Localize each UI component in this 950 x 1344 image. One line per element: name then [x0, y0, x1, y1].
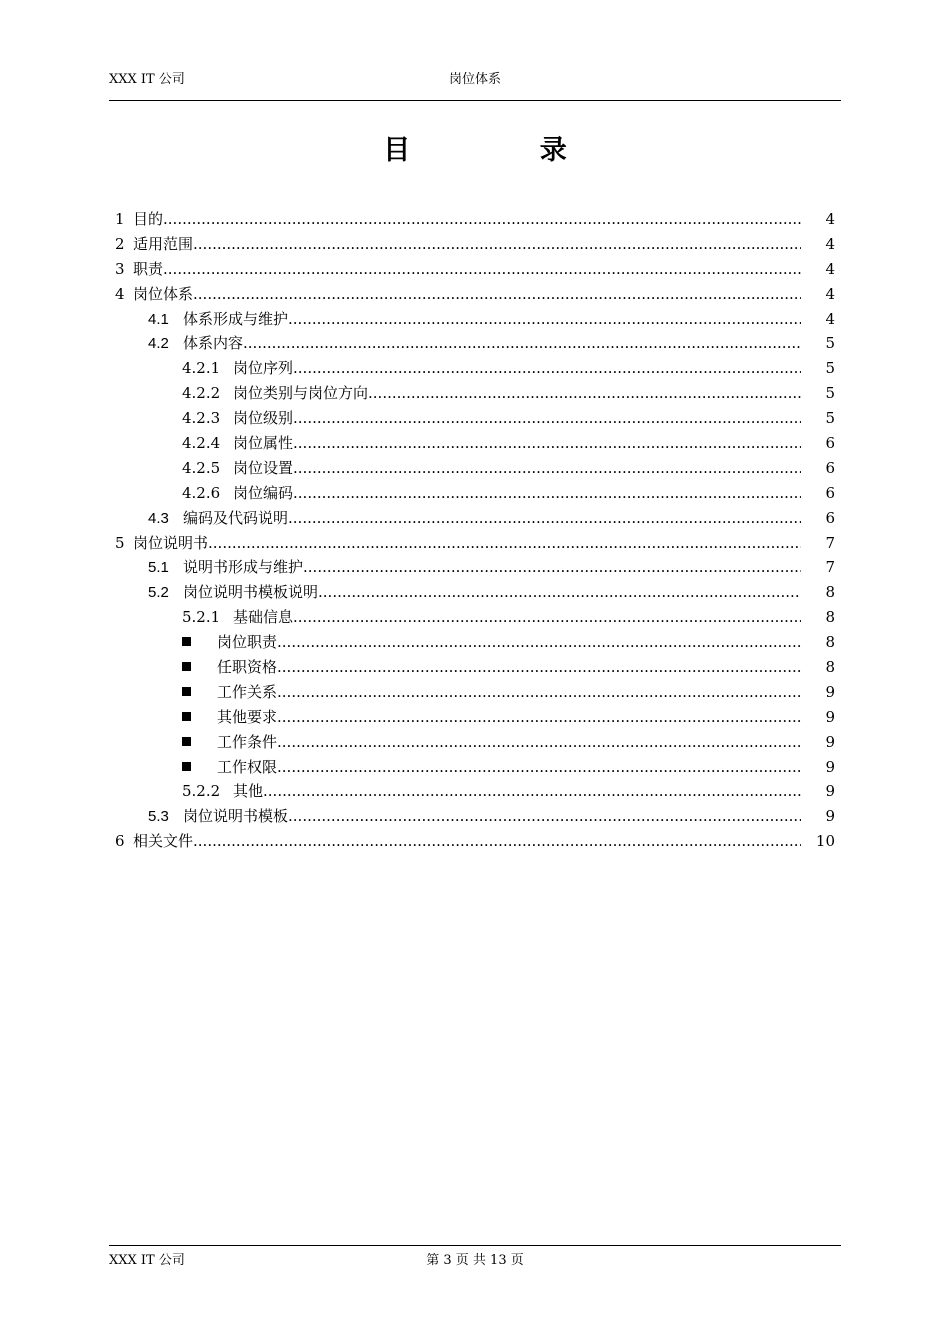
square-bullet-icon	[182, 737, 191, 746]
toc-entry-text	[115, 282, 801, 307]
toc-entry-text	[182, 406, 801, 431]
toc-entry-page: 6	[825, 483, 835, 502]
header-company: XXX IT 公司	[109, 72, 185, 87]
toc-entry[interactable]	[109, 779, 841, 804]
toc-entry-label: 体系形成与维护	[183, 309, 289, 328]
toc-entry-label: 工作权限	[217, 757, 278, 776]
toc-entry-number: 3	[115, 259, 125, 278]
toc-entry[interactable]	[109, 307, 841, 332]
toc-entry-page: 4	[825, 309, 835, 328]
toc-dot-leader	[293, 456, 801, 481]
toc-entry-number: 4.2.4	[182, 434, 221, 453]
toc-dot-leader	[243, 331, 801, 356]
toc-entry-label: 岗位级别	[233, 409, 294, 428]
toc-dot-leader	[293, 406, 801, 431]
square-bullet-icon	[182, 687, 191, 696]
toc-entry-label: 岗位说明书模板说明	[183, 583, 319, 602]
toc-entry-label: 岗位说明书模板	[183, 807, 289, 826]
toc-entry[interactable]	[109, 705, 841, 730]
toc-dot-leader	[193, 232, 801, 257]
toc-entry[interactable]	[109, 605, 841, 630]
toc-entry-page: 5	[825, 409, 835, 428]
toc-entry-page: 4	[825, 210, 835, 228]
toc-entry[interactable]	[109, 506, 841, 531]
toc-entry-number: 4.3	[148, 509, 169, 527]
toc-entry-text	[115, 829, 801, 854]
toc-entry-label: 岗位编码	[233, 483, 294, 502]
toc-entry[interactable]	[109, 730, 841, 755]
toc-dot-leader	[277, 630, 801, 655]
toc-entry-text	[115, 207, 801, 232]
toc-entry[interactable]	[109, 655, 841, 680]
toc-dot-leader	[277, 680, 801, 705]
toc-entry-label: 编码及代码说明	[183, 508, 289, 527]
toc-dot-leader	[288, 506, 801, 531]
toc-entry-page: 7	[825, 533, 835, 552]
toc-entry-page: 5	[825, 384, 835, 403]
toc-entry-text	[182, 605, 801, 630]
toc-entry-page: 7	[825, 558, 835, 577]
toc-entry-label: 目的	[133, 210, 164, 228]
toc-dot-leader	[368, 381, 801, 406]
toc-entry-number: 4.2.6	[182, 483, 221, 502]
toc-entry[interactable]	[109, 282, 841, 307]
toc-entry-number: 4.2.2	[182, 384, 221, 403]
toc-title: 目 录	[383, 135, 627, 166]
toc-entry-page: 9	[825, 682, 835, 701]
toc-entry[interactable]	[109, 406, 841, 431]
page-header	[109, 64, 841, 101]
header-doc-title: 岗位体系	[448, 72, 501, 87]
toc-entry-label: 基础信息	[233, 608, 294, 627]
toc-entry[interactable]	[109, 630, 841, 655]
toc-entry[interactable]	[109, 257, 841, 282]
toc-entry-label: 适用范围	[133, 234, 194, 253]
toc-entry-page: 8	[825, 583, 835, 602]
toc-entry-page: 9	[825, 757, 835, 776]
toc-dot-leader	[277, 730, 801, 755]
toc-entry-page: 9	[825, 807, 835, 826]
toc-entry-page: 5	[825, 334, 835, 353]
toc-entry-label: 其他	[233, 782, 264, 801]
toc-entry-label: 岗位序列	[233, 359, 294, 378]
toc-entry-page: 9	[825, 782, 835, 801]
toc-entry-page: 10	[815, 832, 835, 851]
square-bullet-icon	[182, 637, 191, 646]
toc-dot-leader	[293, 605, 801, 630]
toc-entry-text	[148, 307, 801, 333]
toc-entry-page: 8	[825, 658, 835, 677]
toc-entry[interactable]	[109, 680, 841, 705]
toc-dot-leader	[293, 431, 801, 456]
toc-dot-leader	[277, 705, 801, 730]
toc-entry-number: 4.2.3	[182, 409, 221, 428]
toc-dot-leader	[163, 257, 801, 282]
toc-entry[interactable]	[109, 232, 841, 257]
toc-entry-text	[148, 804, 801, 830]
toc-entry-label: 职责	[133, 259, 164, 278]
toc-entry-number: 5.1	[148, 559, 169, 577]
toc-dot-leader	[293, 356, 801, 381]
toc-entry[interactable]	[109, 580, 841, 605]
toc-entry-text	[115, 232, 801, 257]
table-of-contents	[109, 207, 841, 854]
toc-entry[interactable]	[109, 431, 841, 456]
toc-dot-leader	[208, 531, 801, 556]
toc-entry-label: 任职资格	[217, 658, 278, 677]
toc-entry[interactable]	[109, 829, 841, 854]
toc-entry-number: 5.3	[148, 808, 169, 826]
toc-entry-page: 8	[825, 608, 835, 627]
toc-dot-leader	[193, 829, 801, 854]
toc-dot-leader	[288, 307, 801, 332]
toc-entry-page: 9	[825, 707, 835, 726]
toc-entry-number: 5.2.2	[182, 782, 221, 801]
toc-entry-label: 岗位属性	[233, 434, 294, 453]
toc-entry-label: 说明书形成与维护	[183, 558, 304, 577]
toc-entry-text	[182, 655, 801, 680]
toc-dot-leader	[277, 655, 801, 680]
toc-entry-text	[182, 381, 801, 406]
toc-entry[interactable]	[109, 531, 841, 556]
toc-entry-text	[182, 779, 801, 804]
toc-dot-leader	[263, 779, 801, 804]
square-bullet-icon	[182, 712, 191, 721]
toc-entry-page: 4	[825, 259, 835, 278]
toc-entry-label: 岗位职责	[217, 633, 278, 652]
toc-dot-leader	[293, 481, 801, 506]
toc-entry-page: 4	[825, 234, 835, 253]
toc-entry-text	[148, 506, 801, 532]
toc-entry-number: 4.1	[148, 310, 169, 328]
toc-entry[interactable]	[109, 481, 841, 506]
toc-entry-page: 5	[825, 359, 835, 378]
toc-dot-leader	[303, 555, 801, 580]
toc-entry-text	[182, 456, 801, 481]
toc-entry-number: 4.2.5	[182, 458, 221, 477]
toc-entry-label: 岗位体系	[133, 284, 194, 303]
toc-entry-text	[115, 257, 801, 282]
toc-entry-text	[182, 356, 801, 381]
toc-entry-label: 相关文件	[133, 832, 194, 851]
toc-entry-number: 5	[115, 533, 125, 552]
toc-entry-number: 2	[115, 234, 125, 253]
toc-entry-text	[182, 680, 801, 705]
toc-entry-label: 岗位说明书	[133, 533, 209, 552]
toc-entry-number: 4.2.1	[182, 359, 221, 378]
toc-entry-text	[182, 705, 801, 730]
toc-dot-leader	[163, 207, 801, 232]
toc-entry-label: 工作条件	[217, 732, 278, 751]
page-footer	[109, 1245, 841, 1268]
toc-entry-text	[182, 481, 801, 506]
toc-entry-text	[182, 630, 801, 655]
toc-entry-page: 6	[825, 458, 835, 477]
toc-entry-page: 9	[825, 732, 835, 751]
toc-entry-number: 4	[115, 284, 125, 303]
toc-entry-label: 岗位类别与岗位方向	[233, 384, 369, 403]
toc-entry-label: 体系内容	[183, 334, 244, 353]
toc-entry[interactable]	[109, 331, 841, 356]
toc-entry[interactable]	[109, 555, 841, 580]
toc-entry-number: 6	[115, 832, 125, 851]
square-bullet-icon	[182, 662, 191, 671]
toc-entry-page: 4	[825, 284, 835, 303]
footer-company: XXX IT 公司	[109, 1253, 185, 1268]
toc-entry-text	[148, 580, 801, 606]
footer-page-info: 第 3 页 共 13 页	[426, 1253, 524, 1268]
toc-dot-leader	[318, 580, 801, 605]
toc-entry-number: 1	[115, 210, 125, 228]
toc-entry-label: 工作关系	[217, 682, 278, 701]
toc-entry[interactable]	[109, 804, 841, 829]
toc-entry-number: 4.2	[148, 335, 169, 353]
toc-entry-label: 其他要求	[217, 707, 278, 726]
toc-entry[interactable]	[109, 755, 841, 780]
toc-entry-page: 6	[825, 508, 835, 527]
toc-dot-leader	[277, 755, 801, 780]
toc-entry-text	[148, 331, 801, 357]
toc-entry-text	[182, 755, 801, 780]
square-bullet-icon	[182, 762, 191, 771]
toc-entry[interactable]	[109, 456, 841, 481]
toc-entry-page: 8	[825, 633, 835, 652]
toc-entry-number: 5.2	[148, 584, 169, 602]
toc-entry-page: 6	[825, 434, 835, 453]
toc-entry[interactable]	[109, 356, 841, 381]
toc-entry-text	[182, 431, 801, 456]
toc-dot-leader	[288, 804, 801, 829]
toc-dot-leader	[193, 282, 801, 307]
toc-entry-number: 5.2.1	[182, 608, 221, 627]
toc-entry-text	[182, 730, 801, 755]
toc-entry[interactable]	[109, 207, 841, 232]
toc-entry-label: 岗位设置	[233, 458, 294, 477]
toc-entry-text	[115, 531, 801, 556]
toc-entry-text	[148, 555, 801, 581]
toc-entry[interactable]	[109, 381, 841, 406]
